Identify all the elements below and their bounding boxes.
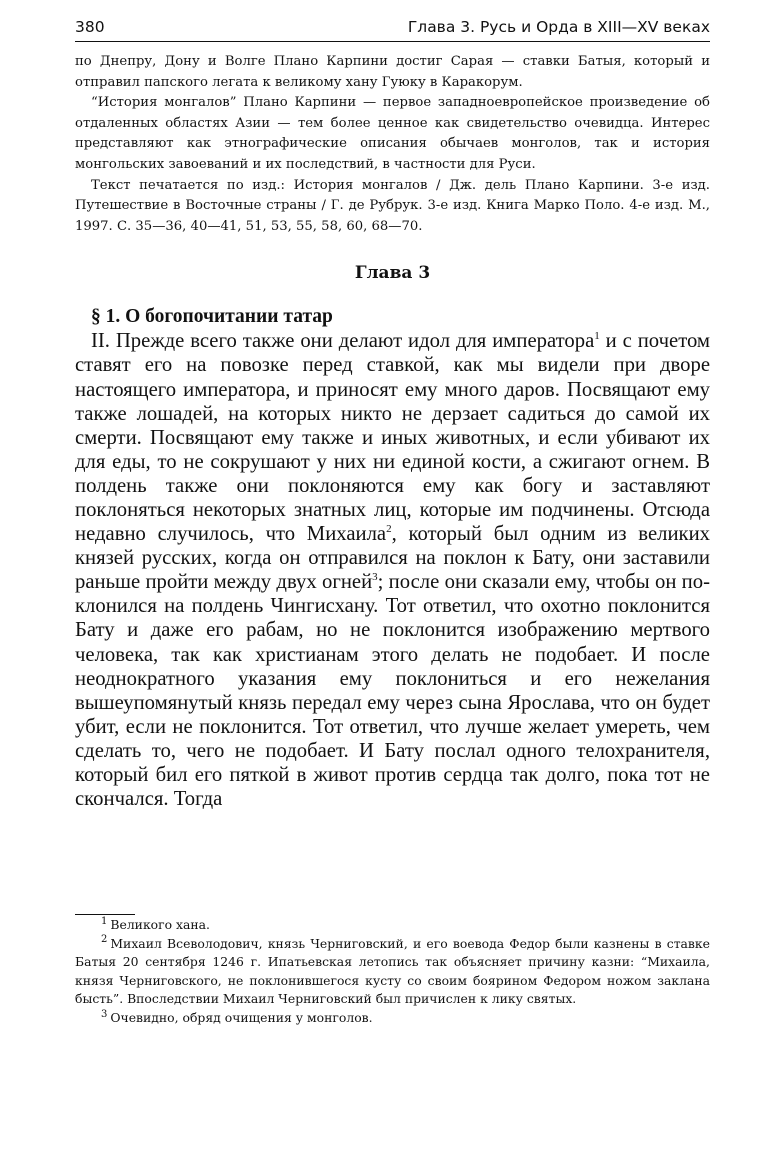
footnote — [75, 916, 710, 935]
footnotes — [75, 916, 710, 1028]
footnote — [75, 1009, 710, 1028]
footnote-number: 1 — [101, 915, 108, 927]
intro-paragraph: по Днепру, Дону и Волге Плано Карпини достиг Сарая — ставки Батыя, который и отправил папского легата к великому хану Гуюку в Каракорум. — [75, 54, 710, 90]
section-title: § 1. О богопочитании татар — [91, 306, 333, 328]
footnote-ref-3[interactable]: 3 — [372, 571, 378, 584]
chapter-running-title: Глава 3. Русь и Орда в XIII—XV веках — [407, 18, 710, 36]
footnote-text: Великого хана. — [110, 917, 210, 932]
intro-paragraph: “История монгалов” Плано Карпини — первое западноевропейское произведение об отдаленных областях Азии — тем более ценное как свидетельство очевидца. Интерес представляют как этнографические описания обычаев монголов, так и история монгольских завоеваний и их последствий, в частности для Руси. — [75, 95, 710, 172]
intro-text — [75, 52, 710, 237]
footnote-number: 2 — [101, 934, 108, 946]
footnote-ref-2[interactable]: 2 — [386, 523, 392, 536]
main-paragraph — [75, 329, 710, 811]
footnote — [75, 935, 710, 1009]
footnote-text: Очевидно, обряд очищения у монголов. — [110, 1009, 373, 1025]
page — [75, 18, 710, 811]
page-number: 380 — [75, 18, 105, 36]
running-header — [75, 18, 710, 42]
intro-paragraph: Текст печатается по изд.: История монгалов / Дж. дель Плано Карпини. 3-е изд. Путешествие в Восточные страны / Г. де Рубрук. 3-е изд. Книга Марко Поло. 4-е изд. М., 1997. С. 35—36, 40—41, 51, 53, 55, 58, 60, 68—70. — [75, 177, 710, 234]
main-text-segment: II. Прежде всего также они делают идол для императора — [91, 330, 595, 353]
main-text-segment: , который был одним из великих князей русских, когда он отправился на поклон к Бату, они заставили раньше пройти между двух огней — [75, 523, 710, 594]
footnote-text: Михаил Всеволодович, князь Черниговский, и его воевода Федор были казнены в ставке Батыя 20 сентября 1246 г. Ипатьевская летопись так объясняет причину казни: “Михаила, князя Черниговского, не поклонившегося кусту со своим боярином Федором ножом заклана бысть”. Впоследствии Михаил Черниговский был причислен к лику святых. — [75, 935, 710, 1007]
chapter-title: Глава 3 — [354, 263, 431, 284]
footnote-ref-1[interactable]: 1 — [594, 330, 600, 343]
footnote-number: 3 — [101, 1008, 108, 1020]
main-text-segment: и с почетом ставят его на повозке перед ставкой, как мы видели при дворе настоящего императора, и приносят ему много даров. Посвящают ему также лошадей, на которых никто не дерзает садиться до самой их смерти. Посвящают ему также и иных животных, и если убивают их для еды, то не сокрушают у них ни единой кости, а сжигают огнем. В полдень также они поклоняются ему как богу и заставляют поклоняться некоторых знатных лиц, которые им подчинены. Отсюда недавно случилось, что Михаила — [75, 330, 710, 546]
main-text-segment: ; после они сказали ему, чтобы он поклонился на полдень Чингисхану. Тот ответил, что охотно поклонится Бату и даже его рабам, но не поклонится изображению мертвого человека, так как христианам этого делать не подобает. И после неоднократного указания ему поклониться и его нежелания вышеупомянутый князь передал ему через сына Ярослава, что он будет убит, если не поклонится. Тот ответил, что лучше желает умереть, чем сделать то, чего не подобает. И Бату послал одного телохранителя, который бил его пяткой в живот против сердца так долго, пока тот не скончался. Тогда — [75, 571, 710, 811]
footnote-divider — [75, 914, 135, 915]
